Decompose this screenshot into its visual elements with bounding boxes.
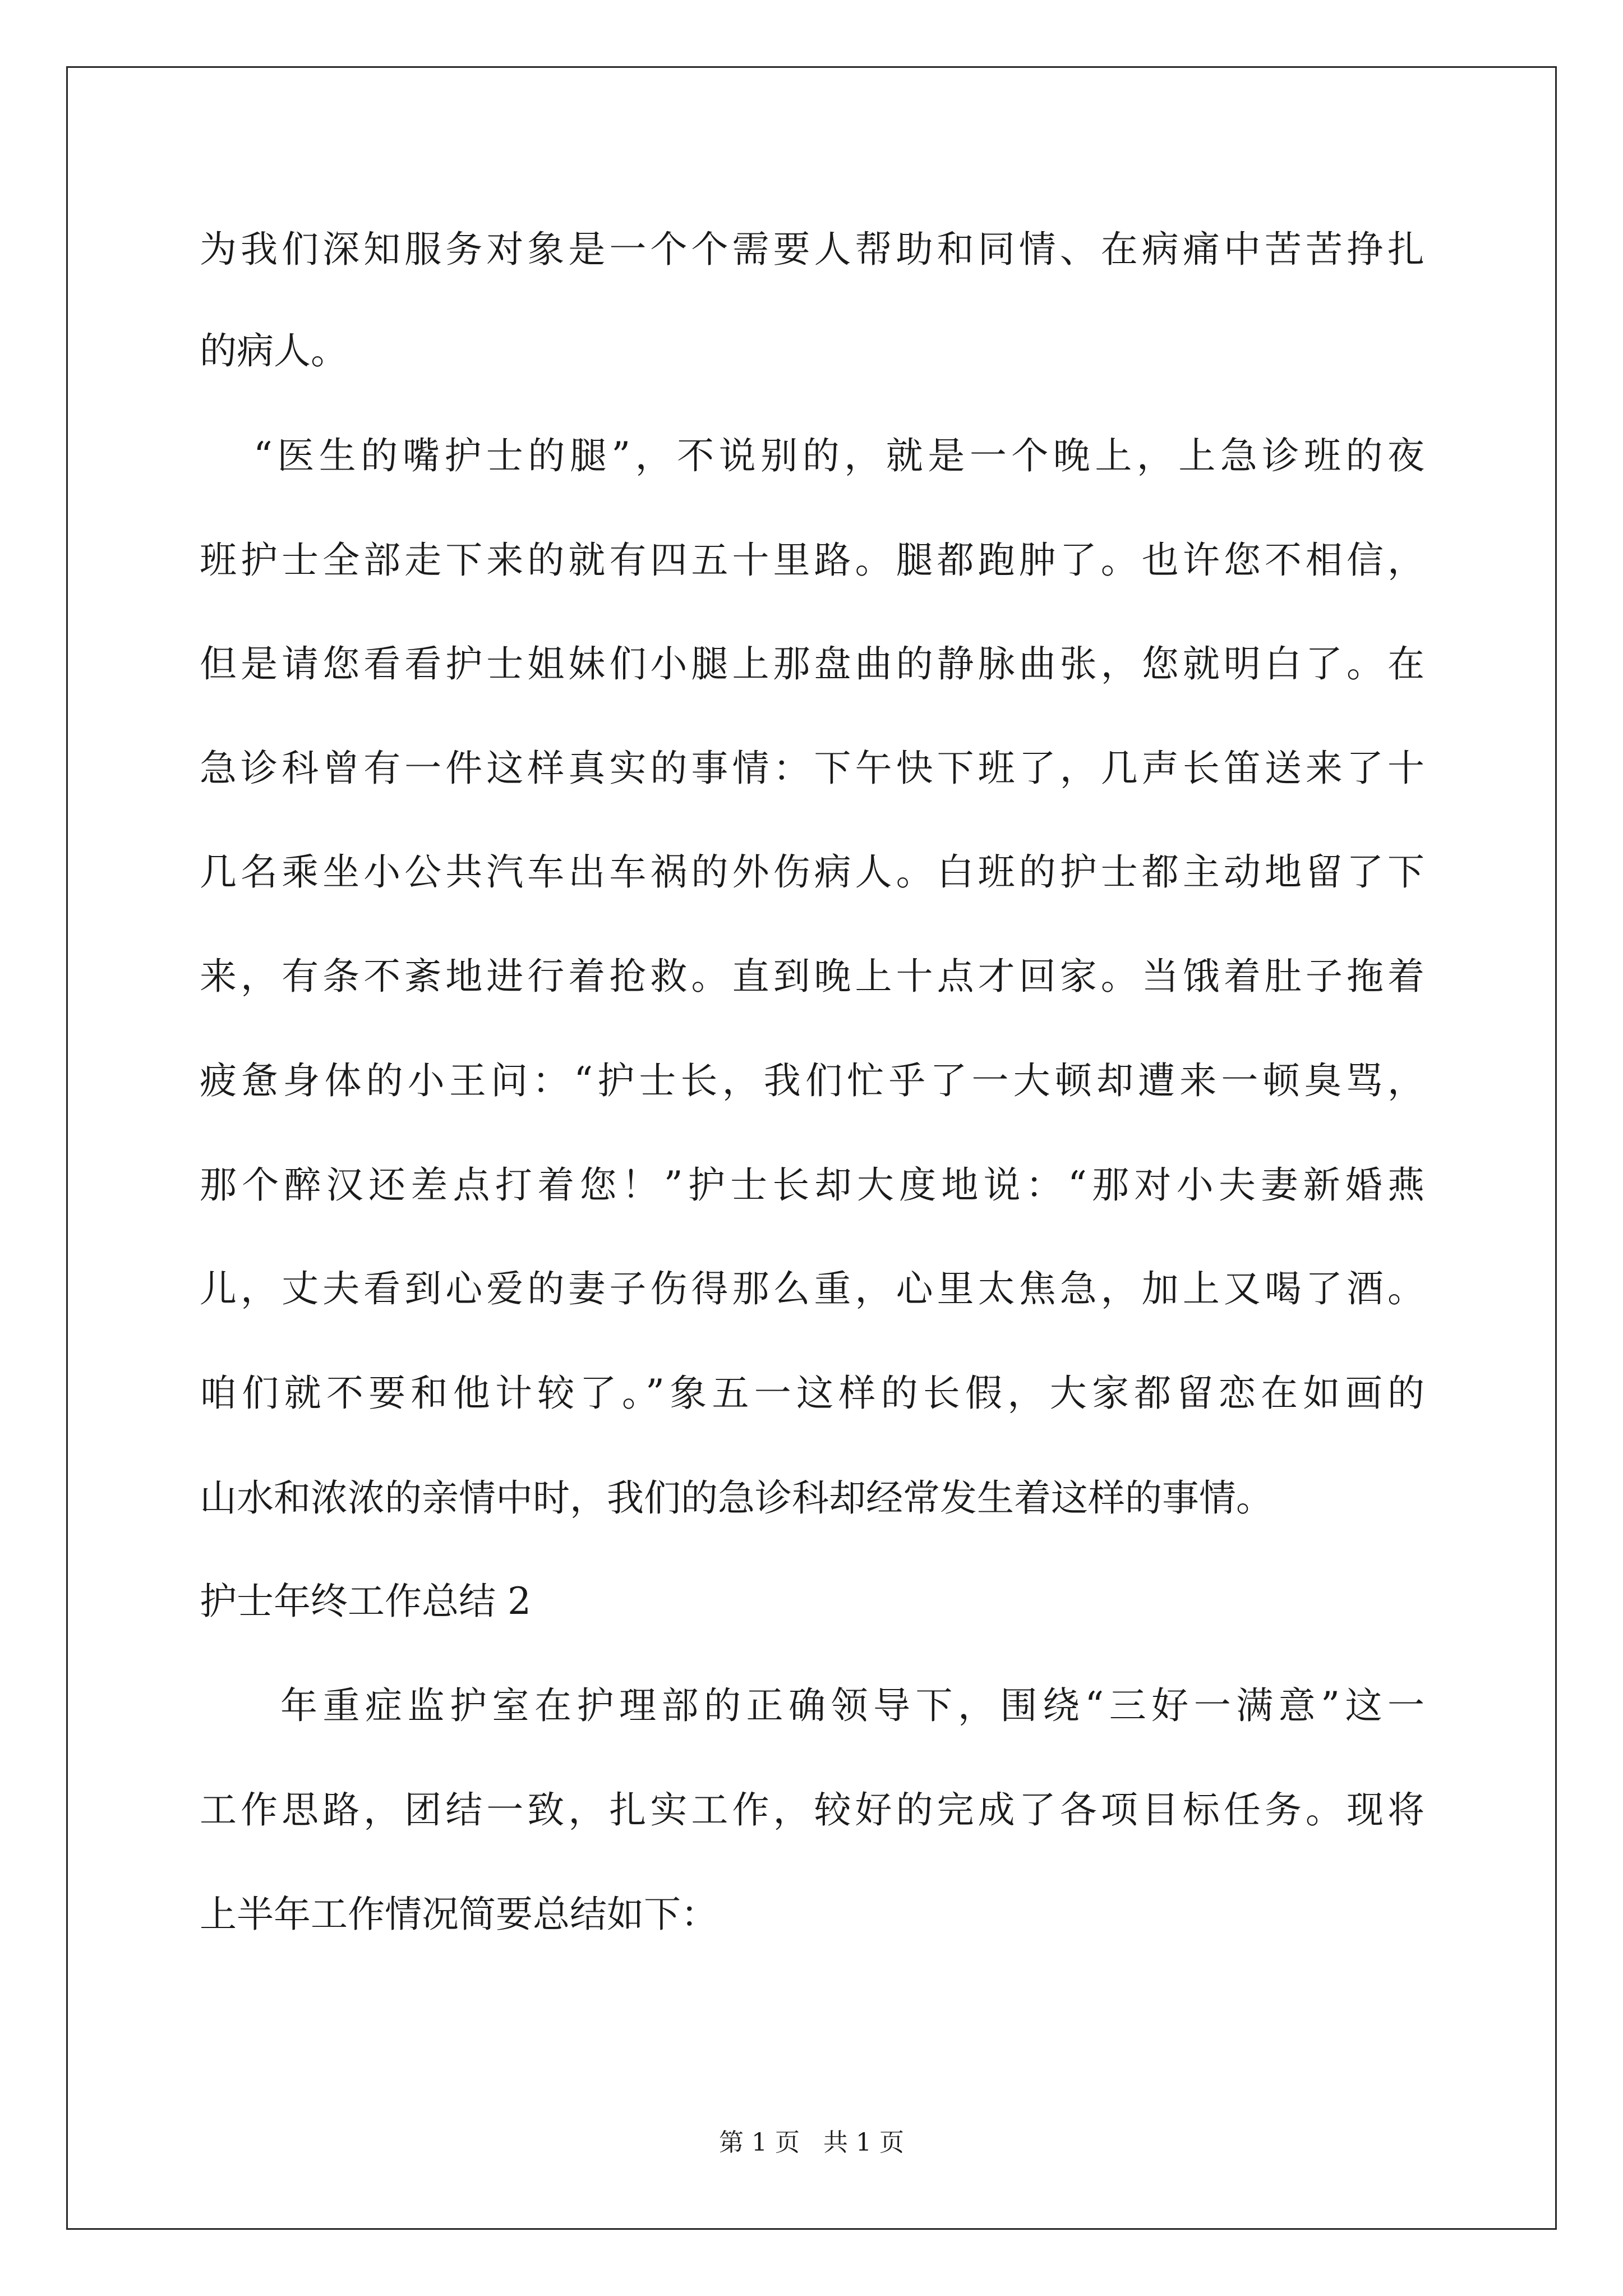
text-line: 山水和浓浓的亲情中时，我们的急诊科却经常发生着这样的事情。: [200, 1476, 1273, 1520]
text-line: 但是请您看看护士姐妹们小腿上那盘曲的静脉曲张，您就明白了。在: [200, 642, 1424, 685]
text-line: 来，有条不紊地进行着抢救。直到晚上十点才回家。当饿着肚子拖着: [200, 955, 1424, 998]
text-line: 儿，丈夫看到心爱的妻子伤得那么重，心里太焦急，加上又喝了酒。: [200, 1267, 1424, 1310]
text-line: 急诊科曾有一件这样真实的事情：下午快下班了，几声长笛送来了十: [200, 747, 1424, 790]
text-line: 为我们深知服务对象是一个个需要人帮助和同情、在病痛中苦苦挣扎: [200, 228, 1424, 271]
text-line: 疲惫身体的小王问：“护士长，我们忙乎了一大顿却遭来一顿臭骂，: [200, 1059, 1424, 1102]
section-heading: 护士年终工作总结 2: [200, 1580, 531, 1623]
text-line: 年重症监护室在护理部的正确领导下，围绕“三好一满意”这一: [280, 1684, 1424, 1727]
text-line: “医生的嘴护士的腿”，不说别的，就是一个晚上，上急诊班的夜: [253, 434, 1424, 477]
page-footer: 第 1 页 共 1 页: [719, 2128, 904, 2157]
text-line: 班护士全部走下来的就有四五十里路。腿都跑肿了。也许您不相信，: [200, 539, 1424, 582]
text-line: 几名乘坐小公共汽车出车祸的外伤病人。白班的护士都主动地留了下: [200, 850, 1424, 894]
text-line: 的病人。: [200, 329, 348, 372]
text-line: 咱们就不要和他计较了。”象五一这样的长假，大家都留恋在如画的: [200, 1372, 1424, 1415]
text-line: 那个醉汉还差点打着您！”护士长却大度地说：“那对小夫妻新婚燕: [200, 1163, 1424, 1207]
text-line: 工作思路，团结一致，扎实工作，较好的完成了各项目标任务。现将: [200, 1788, 1424, 1832]
text-line: 上半年工作情况简要总结如下：: [200, 1893, 718, 1936]
